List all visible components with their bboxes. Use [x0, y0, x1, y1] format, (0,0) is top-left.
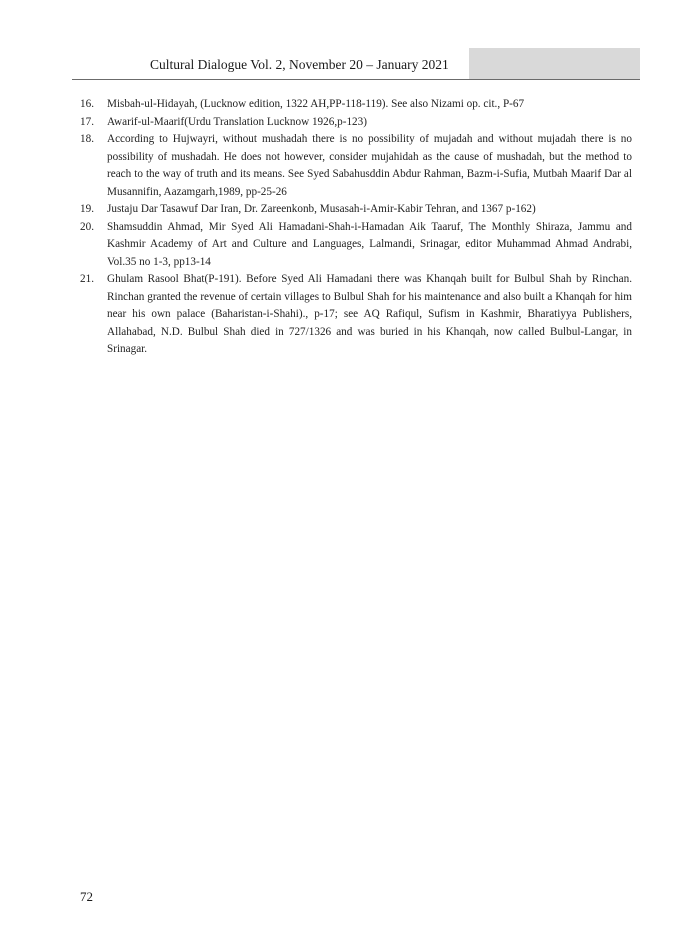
endnote-number: 20.	[80, 220, 94, 233]
endnote-number: 16.	[80, 98, 94, 110]
endnote-number: 19.	[80, 203, 94, 215]
endnote-text: Awarif-ul-Maarif(Urdu Translation Lucknow 1926,p-123)	[107, 115, 367, 128]
endnote-text: Misbah-ul-Hidayah, (Lucknow edition, 1322 AH,PP-118-119). See also Nizami op. cit., P-67	[107, 98, 525, 110]
endnote-number: 21.	[80, 273, 94, 285]
endnote-20	[80, 219, 632, 272]
endnote-number: 18.	[80, 133, 94, 145]
endnote-16	[80, 96, 632, 114]
header-tab-block	[469, 48, 640, 79]
endnote-text: According to Hujwayri, without mushadah there is no possibility of mujadah and without mujadah there is no possibility of mushadah. He does not however, consider mujahidah as the cause of mushadah, but the method to reach to the way of truth and its means. See Syed Sabahusddin Abdur Rahman, Bazm-i-Sufia, Mutbah Maarif Dar al Musannifin, Aazamgarh,1989, pp-25-26	[107, 133, 632, 198]
endnote-text: Shamsuddin Ahmad, Mir Syed Ali Hamadani-Shah-i-Hamadan Aik Taaruf, The Monthly Shiraza, Jammu and Kashmir Academy of Art and Culture and Languages, Lalmandi, Srinagar, editor Muhammad Ahmad Andrabi, Vol.35 no 1-3, pp13-14	[107, 220, 632, 268]
endnotes-list	[80, 96, 632, 359]
endnote-19	[80, 201, 632, 219]
endnote-17	[80, 114, 632, 132]
endnote-text: Ghulam Rasool Bhat(P-191). Before Syed Ali Hamadani there was Khanqah built for Bulbul Shah by Rinchan. Rinchan granted the revenue of certain villages to Bulbul Shah for his maintenance and also built a Khanqah for him near his own palace (Baharistan-i-Shahi)., p-17; see AQ Rafiqul, Sufism in Kashmir, Bharatiyya Publishers, Allahabad, N.D. Bulbul Shah died in 727/1326 and was buried in his Khanqah, now called Bulbul-Langar, in Srinagar.	[107, 273, 632, 355]
journal-title: Cultural Dialogue Vol. 2, November 20 – January 2021	[150, 57, 449, 72]
endnote-21	[80, 271, 632, 359]
running-header	[72, 48, 640, 80]
endnote-text: Justaju Dar Tasawuf Dar Iran, Dr. Zareenkonb, Musasah-i-Amir-Kabir Tehran, and 1367 p-162)	[107, 203, 536, 215]
page-number: 72	[80, 889, 93, 904]
endnote-18	[80, 131, 632, 201]
endnote-number: 17.	[80, 115, 94, 128]
